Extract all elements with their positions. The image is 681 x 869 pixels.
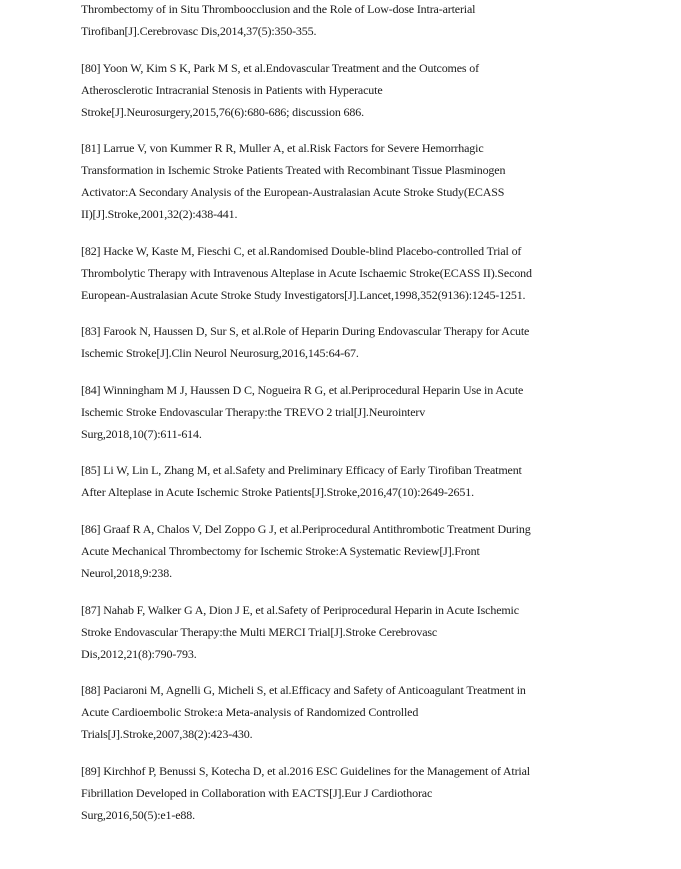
reference-line: [87] Nahab F, Walker G A, Dion J E, et al.Safety of Periprocedural Heparin in Acute Ischemic xyxy=(81,603,519,617)
reference-entry-82 xyxy=(81,240,581,306)
reference-line: Thrombolytic Therapy with Intravenous Alteplase in Acute Ischaemic Stroke(ECASS II).Second xyxy=(81,266,532,280)
reference-line: Acute Mechanical Thrombectomy for Ischemic Stroke:A Systematic Review[J].Front xyxy=(81,544,480,558)
reference-line: Transformation in Ischemic Stroke Patients Treated with Recombinant Tissue Plasminogen xyxy=(81,163,506,177)
reference-line: II)[J].Stroke,2001,32(2):438-441. xyxy=(81,207,238,221)
reference-line: Surg,2016,50(5):e1-e88. xyxy=(81,808,195,822)
reference-entry-80 xyxy=(81,57,581,123)
reference-line: Ischemic Stroke Endovascular Therapy:the TREVO 2 trial[J].Neurointerv xyxy=(81,405,426,419)
reference-line: Tirofiban[J].Cerebrovasc Dis,2014,37(5):350-355. xyxy=(81,24,317,38)
reference-line: [81] Larrue V, von Kummer R R, Muller A, et al.Risk Factors for Severe Hemorrhagic xyxy=(81,141,484,155)
reference-line: After Alteplase in Acute Ischemic Stroke Patients[J].Stroke,2016,47(10):2649-2651. xyxy=(81,485,474,499)
reference-line: Stroke Endovascular Therapy:the Multi MERCI Trial[J].Stroke Cerebrovasc xyxy=(81,625,438,639)
reference-entry-84 xyxy=(81,379,581,445)
reference-line: [80] Yoon W, Kim S K, Park M S, et al.Endovascular Treatment and the Outcomes of xyxy=(81,61,479,75)
reference-line: Fibrillation Developed in Collaboration with EACTS[J].Eur J Cardiothorac xyxy=(81,786,433,800)
reference-line: Thrombectomy of in Situ Thromboocclusion and the Role of Low-dose Intra-arterial xyxy=(81,2,476,16)
reference-line: [85] Li W, Lin L, Zhang M, et al.Safety and Preliminary Efficacy of Early Tirofiban Treatment xyxy=(81,463,522,477)
reference-entry-86 xyxy=(81,518,581,584)
reference-line: [82] Hacke W, Kaste M, Fieschi C, et al.Randomised Double-blind Placebo-controlled Trial of xyxy=(81,244,522,258)
reference-entry-89 xyxy=(81,760,581,826)
reference-entry-85 xyxy=(81,459,581,503)
reference-line: [86] Graaf R A, Chalos V, Del Zoppo G J, et al.Periprocedural Antithrombotic Treatment During xyxy=(81,522,531,536)
reference-entry-81 xyxy=(81,137,581,225)
reference-entry-88 xyxy=(81,679,581,745)
reference-line: Activator:A Secondary Analysis of the European-Australasian Acute Stroke Study(ECASS xyxy=(81,185,505,199)
reference-line: Dis,2012,21(8):790-793. xyxy=(81,647,197,661)
reference-line: Surg,2018,10(7):611-614. xyxy=(81,427,202,441)
reference-line: [88] Paciaroni M, Agnelli G, Micheli S, et al.Efficacy and Safety of Anticoagulant Treatment in xyxy=(81,683,526,697)
reference-entry-79-continued xyxy=(81,0,581,42)
reference-entry-83 xyxy=(81,320,581,364)
reference-line: Acute Cardioembolic Stroke:a Meta-analysis of Randomized Controlled xyxy=(81,705,419,719)
reference-entry-87 xyxy=(81,599,581,665)
reference-line: Trials[J].Stroke,2007,38(2):423-430. xyxy=(81,727,253,741)
reference-line: Neurol,2018,9:238. xyxy=(81,566,172,580)
reference-line: [89] Kirchhof P, Benussi S, Kotecha D, et al.2016 ESC Guidelines for the Management of Atrial xyxy=(81,764,530,778)
reference-line: Stroke[J].Neurosurgery,2015,76(6):680-686; discussion 686. xyxy=(81,105,364,119)
reference-line: Atherosclerotic Intracranial Stenosis in Patients with Hyperacute xyxy=(81,83,383,97)
reference-line: [83] Farook N, Haussen D, Sur S, et al.Role of Heparin During Endovascular Therapy for Acute xyxy=(81,324,530,338)
reference-line: [84] Winningham M J, Haussen D C, Nogueira R G, et al.Periprocedural Heparin Use in Acute xyxy=(81,383,524,397)
reference-line: Ischemic Stroke[J].Clin Neurol Neurosurg,2016,145:64-67. xyxy=(81,346,359,360)
reference-line: European-Australasian Acute Stroke Study Investigators[J].Lancet,1998,352(9136):1245-1251. xyxy=(81,288,526,302)
